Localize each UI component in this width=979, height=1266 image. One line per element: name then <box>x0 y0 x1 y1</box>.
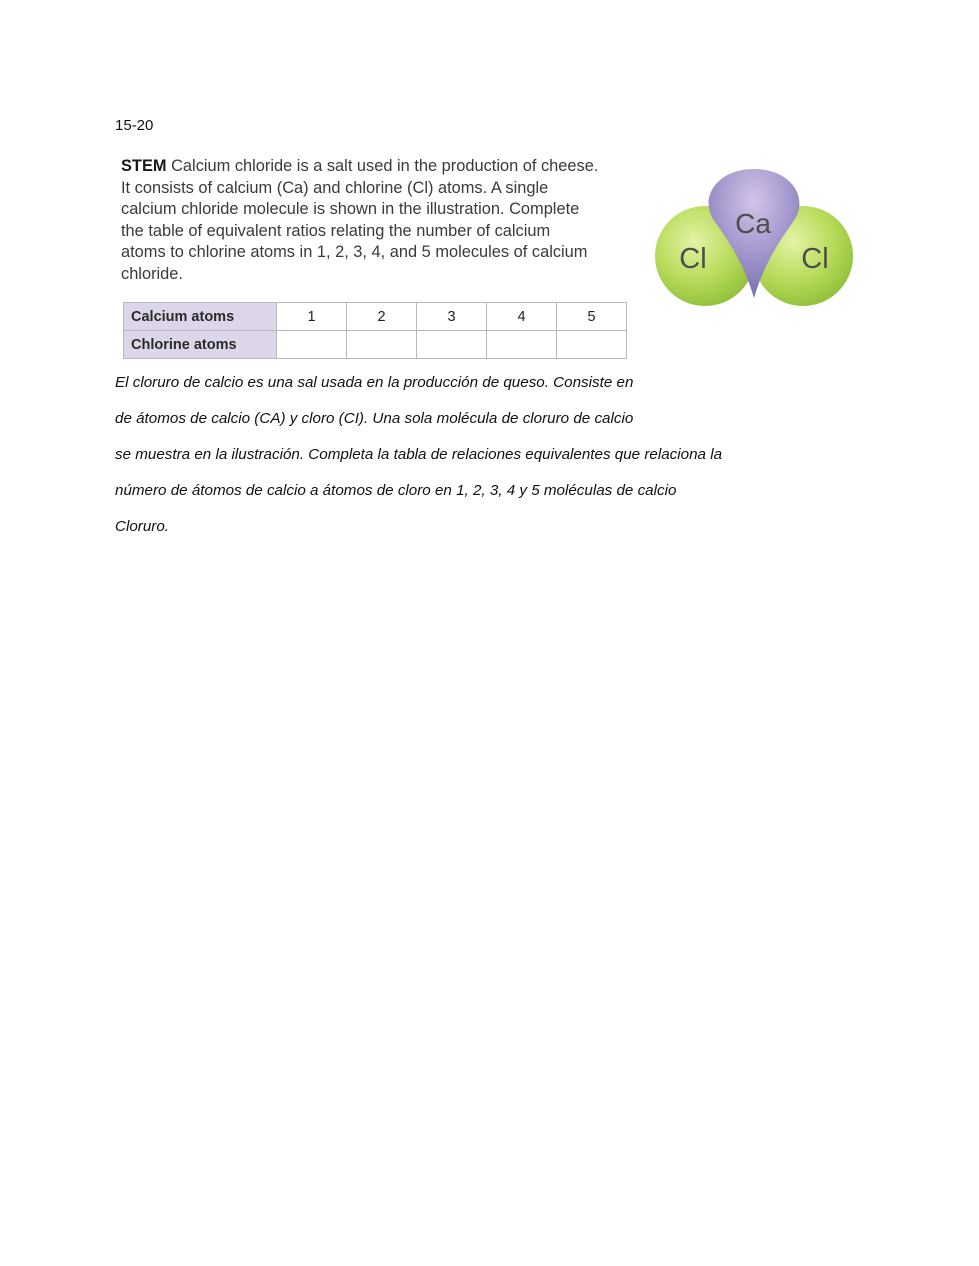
problem-statement <box>121 156 621 286</box>
chlorine-label-left: Cl <box>679 243 707 275</box>
page-number: 15-20 <box>115 117 154 134</box>
problem-line: the table of equivalent ratios relating the number of calcium <box>121 221 551 240</box>
translation-line: de átomos de calcio (CA) y cloro (CI). Una sola molécula de cloruro de calcio <box>115 410 634 427</box>
calcium-cell: 3 <box>417 303 487 331</box>
calcium-cell: 4 <box>487 303 557 331</box>
chlorine-cell <box>347 331 417 359</box>
calcium-chloride-molecule-illustration <box>653 162 857 308</box>
problem-line: chloride. <box>121 264 183 283</box>
translation-line: se muestra en la ilustración. Completa la tabla de relaciones equivalentes que relaciona la <box>115 446 723 463</box>
problem-line: calcium chloride molecule is shown in the illustration. Complete <box>121 200 580 219</box>
ratio-table <box>123 302 627 359</box>
translation-line: El cloruro de calcio es una sal usada en la producción de queso. Consiste en <box>115 374 634 391</box>
chlorine-row-header: Chlorine atoms <box>124 331 277 359</box>
calcium-cell: 5 <box>557 303 627 331</box>
stem-label: STEM <box>121 157 167 175</box>
chlorine-label-right: Cl <box>801 243 829 275</box>
calcium-cell: 2 <box>347 303 417 331</box>
calcium-label: Ca <box>735 208 771 239</box>
problem-line <box>121 156 621 178</box>
chlorine-cell <box>487 331 557 359</box>
calcium-cell: 1 <box>277 303 347 331</box>
chlorine-cell <box>277 331 347 359</box>
problem-line: It consists of calcium (Ca) and chlorine (Cl) atoms. A single <box>121 178 549 197</box>
chlorine-row <box>124 331 627 359</box>
problem-figure <box>115 152 860 367</box>
chlorine-cell <box>417 331 487 359</box>
translation-line: número de átomos de calcio a átomos de cloro en 1, 2, 3, 4 y 5 moléculas de calcio <box>115 482 677 499</box>
calcium-row <box>124 303 627 331</box>
problem-line-text: Calcium chloride is a salt used in the production of cheese. <box>171 157 599 175</box>
calcium-row-header: Calcium atoms <box>124 303 277 331</box>
chlorine-cell <box>557 331 627 359</box>
translation-line: Cloruro. <box>115 518 170 535</box>
spanish-translation <box>115 372 875 552</box>
problem-line: atoms to chlorine atoms in 1, 2, 3, 4, and 5 molecules of calcium <box>121 243 588 262</box>
